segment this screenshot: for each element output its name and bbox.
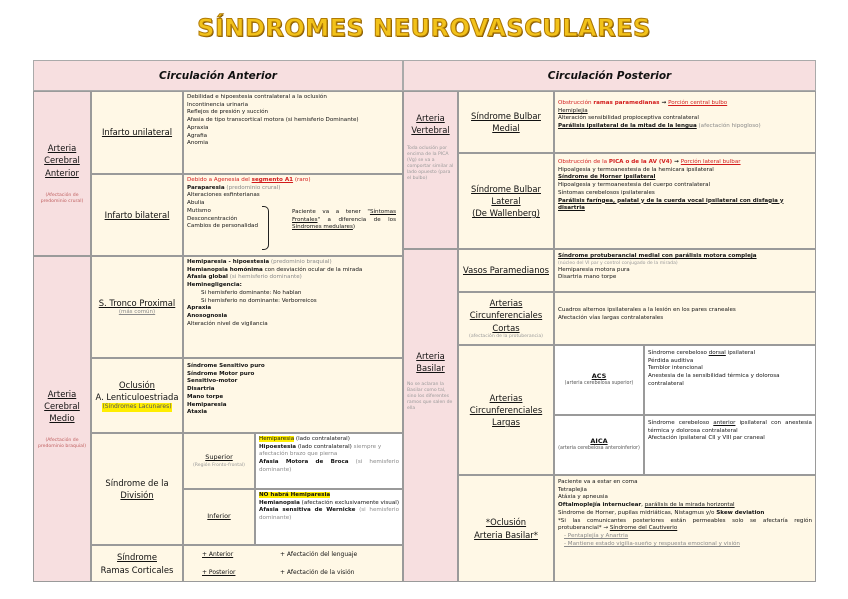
aca-unilateral-name-cell	[91, 91, 183, 174]
mca-lac-line: Sensitivo-motor	[187, 378, 238, 385]
acs-name-cell	[554, 345, 644, 415]
cortas-l1: Cuadros alternos ipsilaterales a la lesión en los pares craneales	[558, 307, 736, 313]
mca-tronco-sub: (más común)	[118, 309, 156, 316]
bulbar-medial-par: Parálisis ipsilateral de la mitad de la lengua (afectación hipogloso)	[558, 123, 761, 130]
oclusion-line: Paciente va a estar en coma	[558, 479, 638, 485]
aca-uni-line: Debilidad e hipoestesia contralateral a la oclusión	[187, 94, 327, 100]
oclusion-name-cell	[458, 475, 554, 582]
oclusion-line: Oftalmoplejía internuclear, parálisis de la mirada horizontal	[558, 502, 735, 509]
aca-unilateral-name: Infarto unilateral	[101, 127, 173, 138]
mca-div-sup-name: Superior	[205, 453, 233, 462]
aca-uni-line: Anomia	[187, 140, 209, 147]
mca-ramas-name-l1: Síndrome	[117, 552, 157, 563]
mca-div-inf-name-cell	[183, 489, 255, 545]
mca-ramas-name-cell	[91, 545, 183, 582]
oclusion-line: - Pentaplejía y Anartria	[564, 533, 629, 540]
bulbar-lateral-content	[554, 153, 816, 249]
mca-tronco-content	[183, 256, 403, 358]
mca-div-inf-hem: Hemianopsia (afectación exclusivamente visual)	[259, 499, 400, 506]
paramed-l1-note: (núcleo del VI par y control conjugado de la mirada)	[558, 260, 678, 266]
header-anterior: Circulación Anterior	[33, 60, 403, 91]
bulbar-medial-name-l1: Síndrome Bulbar	[471, 110, 541, 121]
mca-ramas-ant: + Anterior	[202, 551, 234, 558]
mca-div-sup-hip: Hipoestesia (lado contralateral) siempre y afectación brazo que pierna	[259, 443, 382, 458]
mca-div-sup-hemi: Hemiparesia (lado contralateral)	[259, 436, 350, 442]
cortas-name-l1: Arterias	[489, 298, 523, 309]
aca-artery-l1: Arteria	[47, 143, 77, 154]
bulbar-lateral-name-cell	[458, 153, 554, 249]
aica-note: (arteria cerebelosa anteroinferior)	[558, 446, 640, 452]
mca-tronco-name: S. Tronco Proximal	[98, 298, 176, 309]
mca-artery-l2: Cerebral	[44, 400, 80, 411]
basilar-note: No se aclaran la Basilar como tal, sino los diferentes ramos que salen de ella	[407, 382, 453, 412]
mca-tronco-anosog: Anosognosia	[187, 313, 228, 320]
vert-note: Toda oclusión por encima de la PICA (Vg) se va a comportar similar al lado opuesto (para el bulbo)	[407, 146, 454, 182]
vert-artery-l2: Vertebral	[411, 125, 450, 136]
bulbar-medial-name-l2: Medial	[492, 123, 520, 133]
mca-ramas-ant-desc: + Afectación del lenguaje	[280, 551, 358, 558]
aica-name: AICA	[590, 437, 608, 446]
aca-bil-line2: Alteraciones esfinterianas	[187, 192, 260, 199]
vert-artery-l1: Arteria	[416, 113, 445, 123]
mca-artery-cell	[33, 256, 91, 582]
largas-name-l1: Arterias	[489, 392, 523, 403]
mca-tronco-hom: Hemianopsia homónima con desviación ocular de la mirada	[187, 266, 363, 273]
aca-bil-para: Paraparesia (predominio crural)	[187, 184, 281, 191]
mca-ramas-post-desc: + Afectación de la visión	[280, 569, 355, 576]
cortas-note: (afectación de la protuberancia)	[469, 333, 543, 339]
largas-name-cell	[458, 345, 554, 475]
mca-tronco-name-cell	[91, 256, 183, 358]
mca-lac-content	[183, 358, 403, 433]
bulbar-lateral-line: Parálisis faríngea, palatal y de la cuerda vocal ipsilateral con disfagia y disartria	[558, 197, 784, 212]
mca-tronco-afasia: Afasia global (si hemisferio dominante)	[187, 274, 302, 281]
mca-lac-line: Mano torpe	[187, 393, 224, 400]
aca-bilateral-name-cell	[91, 174, 183, 256]
bulbar-medial-content	[554, 91, 816, 153]
paramed-content	[554, 249, 816, 292]
mca-div-inf-no: NO habrá Hemiparesia	[259, 492, 331, 498]
aca-artery-l2: Cerebral	[44, 155, 80, 166]
aca-uni-line: Reflejos de presión y succión	[187, 109, 269, 116]
aca-uni-line: Apraxia	[187, 124, 209, 131]
mca-lac-line: Disartria	[187, 386, 215, 393]
mca-tronco-apraxia: Apraxia	[187, 305, 212, 312]
basilar-artery-cell	[403, 249, 458, 582]
acs-content	[644, 345, 816, 415]
aca-uni-line: Incontinencia urinaria	[187, 101, 249, 108]
mca-division-name-l1: Síndrome de la	[105, 477, 169, 488]
largas-name-l3: Largas	[492, 417, 520, 428]
bulbar-medial-name-cell	[458, 91, 554, 153]
page-title: SÍNDROMES NEUROVASCULARES	[197, 14, 651, 42]
acs-name: ACS	[591, 372, 607, 381]
oclusion-line: Atáxia y apneusia	[558, 494, 608, 501]
aca-bil-list-item: Cambios de personalidad	[187, 223, 259, 230]
cortas-name-l3: Cortas	[492, 322, 520, 333]
mca-div-sup-name-cell	[183, 433, 255, 489]
mca-lac-name-cell	[91, 358, 183, 433]
paramed-name: Vasos Paramedianos	[463, 265, 549, 276]
paramed-name-cell	[458, 249, 554, 292]
basilar-artery-l1: Arteria	[416, 351, 445, 361]
aica-line: Afectación ipsilateral CII y VIII par craneal	[648, 435, 765, 442]
bulbar-lateral-name-l1: Síndrome Bulbar	[471, 183, 541, 194]
cortas-name-l2: Circunferenciales	[469, 310, 543, 321]
paramed-l3: Disartria mano torpe	[558, 274, 617, 281]
mca-tronco-sub2: Si hemisferio no dominante: Verborreicos	[201, 297, 317, 304]
acs-line: Pérdida auditiva	[648, 357, 694, 364]
oclusion-content	[554, 475, 816, 582]
aca-bilateral-content	[183, 174, 403, 256]
mca-ramas-name-l2: Ramas Corticales	[100, 564, 174, 575]
paramed-l1: Síndrome protuberancial medial con parálisis motora compleja	[558, 253, 757, 259]
aca-artery-cell	[33, 91, 91, 256]
largas-name-l2: Circunferenciales	[469, 404, 543, 415]
mca-lac-name-l1: Oclusión	[119, 380, 155, 391]
oclusion-line: - Mantiene estado vigilia-sueño y respuesta emocional y visión	[564, 540, 740, 547]
oclusion-line: Tetraplejia	[558, 486, 587, 493]
aca-bil-list-item: Abulia	[187, 200, 205, 207]
bulbar-lateral-name-l2: Lateral	[491, 195, 521, 206]
mca-tronco-sub1: Si hemisferio dominante: No hablan	[201, 289, 302, 296]
oclusion-line: *Si las comunicantes posteriores están permeables solo se afectaría región protuberancial* → Síndrome del Cautiverio	[558, 517, 812, 532]
mca-artery-note: (Afectación de predominio braquial)	[37, 438, 87, 450]
aca-artery-note: (Afectación de predominio crural)	[40, 192, 84, 204]
bulbar-lateral-name-l3: (De Wallenberg)	[472, 208, 540, 219]
acs-line: Temblor intencional	[648, 365, 703, 372]
mca-tronco-hemi: Hemiparesia - hipoestesia (predominio braquial)	[187, 259, 332, 265]
mca-division-name-cell	[91, 433, 183, 545]
aca-bil-brace-text: Paciente va a tener "Síntomas Frontales" a diferencia de los Síndromes medulares)	[292, 209, 396, 231]
bulbar-lateral-line: Hipoalgesia y termoanestesia del cuerpo contralateral	[558, 182, 711, 189]
acs-line: Anestesia de la sensibilidad térmica y dolorosa contralateral	[648, 373, 780, 387]
mca-tronco-heminegl: Heminegligencia:	[187, 282, 242, 289]
mca-lac-line: Síndrome Sensitivo puro	[187, 363, 265, 369]
mca-tronco-vig: Alteración nivel de vigilancia	[187, 320, 268, 327]
mca-div-sup-note: (Región Fronto-frontal)	[193, 462, 245, 468]
aca-uni-line: Agrafia	[187, 132, 208, 139]
oclusion-name-l1: *Oclusión	[485, 517, 527, 528]
aca-bil-cause: Debido a Agenesia del segmento A1 (raro)	[187, 177, 311, 183]
mca-artery-l3: Medio	[49, 413, 75, 424]
bulbar-lateral-line: Hipoalgesia y termoanestesia de la hemicara ipsilateral	[558, 166, 714, 173]
acs-note: (arteria cerebelosa superior)	[564, 381, 634, 387]
aca-uni-line: Afasia de tipo transcortical motora (si hemisferio Dominante)	[187, 117, 359, 124]
paramed-l2: Hemiparesia motora pura	[558, 266, 630, 273]
aca-bilateral-name: Infarto bilateral	[104, 209, 170, 220]
mca-div-sup-afa: Afasia Motora de Broca (si hemisferio dominante)	[259, 459, 399, 473]
aica-content	[644, 415, 816, 475]
vert-artery-cell	[403, 91, 458, 249]
bulbar-medial-sens: Alteración sensibilidad propioceptiva contralateral	[558, 115, 699, 122]
cortas-name-cell	[458, 292, 554, 345]
aica-line: Síndrome cerebeloso anterior ipsilateral con anestesia térmica y dolorosa contralateral	[648, 420, 812, 434]
bulbar-lateral-obs: Obstrucción de la PICA o de la AV (V4) → Porción lateral bulbar	[558, 159, 741, 165]
aica-name-cell	[554, 415, 644, 475]
cortas-l2: Afectación vías largas contralaterales	[558, 314, 664, 321]
mca-div-inf-name: Inferior	[207, 512, 231, 521]
aca-bil-list-item: Mutismo	[187, 207, 211, 214]
bulbar-lateral-line: Síntomas cerebelosos ipsilaterales	[558, 189, 655, 196]
bulbar-lateral-line: Síndrome de Horner ipsilateral	[558, 174, 656, 181]
aca-bil-list-item: Desconcentración	[187, 215, 238, 222]
mca-div-inf-afa: Afasia sensitiva de Wernicke (si hemisferio dominante)	[259, 507, 399, 522]
oclusion-name-l2: Arteria Basilar*	[474, 529, 538, 540]
mca-lac-line: Síndrome Motor puro	[187, 370, 255, 377]
mca-artery-l1: Arteria	[47, 388, 77, 399]
header-posterior: Circulación Posterior	[403, 60, 816, 91]
basilar-artery-l2: Basilar	[416, 363, 445, 374]
mca-lac-line: Ataxia	[187, 409, 208, 416]
mca-ramas-post: + Posterior	[202, 569, 236, 576]
acs-line: Síndrome cerebeloso dorsal ipsilateral	[648, 350, 756, 356]
mca-lac-line: Hemiparesia	[187, 401, 227, 408]
brace-shape	[262, 206, 269, 250]
aca-artery-l3: Anterior	[45, 167, 79, 178]
mca-division-name-l2: División	[120, 490, 154, 500]
bulbar-medial-obs: Obstrucción ramas paramedianas → Porción central bulbo	[558, 100, 728, 106]
oclusion-line: Síndrome de Horner, pupilas midriáticas, Nistagmus y/o Skew deviation	[558, 509, 765, 516]
mca-lac-name-l2: A. Lenticuloestriada	[95, 392, 179, 403]
cortas-content	[554, 292, 816, 345]
aca-unilateral-content	[183, 91, 403, 174]
mca-div-inf-content	[255, 489, 403, 545]
mca-ramas-content	[183, 545, 403, 582]
mca-div-sup-content	[255, 433, 403, 489]
bulbar-medial-hemiplejia: Hemiplejia	[558, 107, 588, 114]
mca-lac-sub: (Síndromes Lacunares)	[102, 403, 172, 411]
